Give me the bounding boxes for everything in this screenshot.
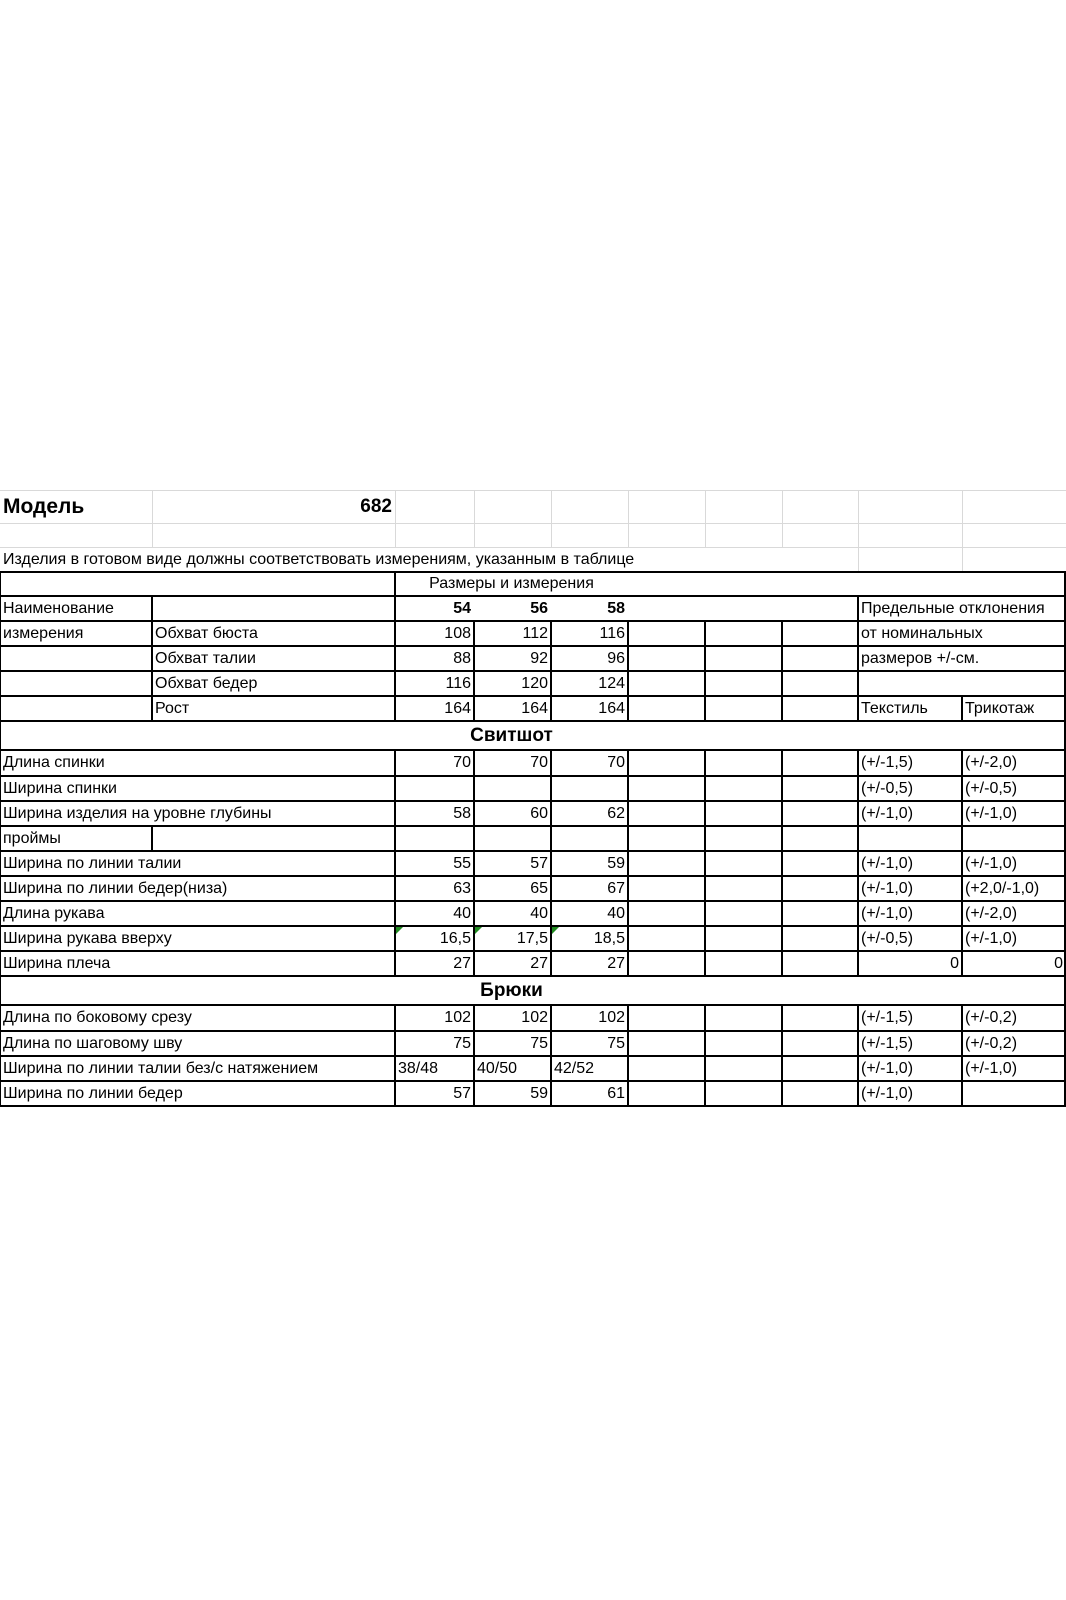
cell-border [704,1005,706,1031]
cell-border [781,621,783,646]
row-label: Длина по боковому срезу [3,1009,192,1026]
measurement-value: 164 [444,699,471,717]
row-value [474,776,551,801]
row-value: 59 [530,1084,548,1102]
row-label: Ширина по линии бедер [3,1084,183,1102]
error-indicator-icon [396,927,403,934]
row-value [474,826,551,851]
knit-tolerance [962,1081,1066,1106]
row-label: Длина рукава [3,904,105,922]
grid-line [705,490,706,547]
textile-tolerance: (+/-1,5) [861,1034,914,1052]
cell-border [704,901,706,926]
row-value: 38/48 [398,1059,439,1077]
row-value: 102 [444,1009,471,1026]
cell-border [704,876,706,901]
knit-tolerance [962,826,1066,851]
cell-border [781,901,783,926]
cell-border [704,696,706,721]
name-column-header: Наименование [3,599,114,617]
cell-border [704,1081,706,1106]
cell-border [704,621,706,646]
row-value: 60 [530,804,548,822]
cell-border [781,826,783,851]
row-label: Длина по шаговому шву [3,1034,183,1052]
cell-border [704,801,706,826]
cell-border [781,876,783,901]
grid-line [782,490,783,547]
cell-border [781,926,783,951]
textile-tolerance [858,826,962,851]
row-label: Ширина по линии талии без/с натяжением [3,1059,319,1077]
row-value: 70 [453,754,471,771]
tolerance-header-3: размеров +/-см. [861,649,980,667]
cell-border [704,926,706,951]
cell-border [781,951,783,976]
measurement-label: Обхват бюста [155,624,258,642]
row-value [395,776,474,801]
row-value: 75 [607,1034,625,1052]
row-value: 55 [453,854,471,872]
measurement-value: 88 [453,649,471,667]
sweatshirt-section-title: Свитшот [470,725,553,746]
size-header: 58 [607,599,625,617]
cell-border [704,646,706,671]
knit-tolerance: (+2,0/-1,0) [965,879,1040,897]
knit-tolerance: (+/-1,0) [965,1059,1018,1077]
textile-tolerance: (+/-0,5) [861,929,914,947]
row-value: 59 [607,854,625,872]
row-value: 65 [530,879,548,897]
textile-tolerance: (+/-1,0) [861,854,914,872]
measurement-value: 96 [607,649,625,667]
row-value: 70 [530,754,548,771]
row-value: 75 [530,1034,548,1052]
grid-line [474,490,475,547]
row-value [551,776,628,801]
row-value: 102 [598,1009,625,1026]
measurement-value: 164 [521,699,548,717]
knit-tolerance: (+/-2,0) [965,904,1018,922]
measurement-label: Рост [155,699,190,717]
cell-border [704,1031,706,1056]
knit-tolerance: 0 [1054,954,1063,972]
row-label: проймы [3,829,61,847]
textile-tolerance: (+/-1,0) [861,1084,914,1102]
cell-border [704,1056,706,1081]
measurement-value: 120 [521,674,548,692]
knit-header: Трикотаж [965,699,1035,717]
cell-border [781,696,783,721]
cell-border [781,1081,783,1106]
row-label: Ширина плеча [3,954,111,972]
tolerance-header-2: от номинальных [861,624,983,642]
row-value: 27 [530,954,548,972]
row-value: 57 [530,854,548,872]
model-number: 682 [360,496,392,517]
size-header: 56 [530,599,548,617]
measurement-value: 112 [522,624,548,642]
measurement-label: Обхват талии [155,649,256,667]
textile-header: Текстиль [861,699,928,717]
measurement-value: 92 [530,649,548,667]
row-value: 16,5 [439,929,471,947]
textile-tolerance: (+/-1,0) [861,1059,914,1077]
textile-tolerance: (+/-1,5) [861,1009,914,1026]
cell-border [704,671,706,696]
cell-border [781,1056,783,1081]
row-value: 58 [453,804,471,822]
cell-border [781,776,783,801]
measurement-value: 108 [444,624,471,642]
row-label: Ширина спинки [3,779,117,797]
textile-tolerance: (+/-1,0) [861,904,914,922]
model-label: Модель [3,495,85,518]
grid-line [628,490,629,547]
cell-border [781,851,783,876]
row-value: 27 [453,954,471,972]
measurement-label: Обхват бедер [155,674,258,692]
error-indicator-icon [552,927,559,934]
sizes-title: Размеры и измерения [429,575,594,592]
row-label: Ширина изделия на уровне глубины [3,804,272,822]
textile-tolerance: (+/-1,0) [861,879,914,897]
row-value: 63 [453,879,471,897]
knit-tolerance: (+/-2,0) [965,754,1018,771]
row-value: 57 [453,1084,471,1102]
row-value: 62 [607,804,625,822]
size-header: 54 [453,599,471,617]
textile-tolerance: (+/-1,5) [861,754,914,771]
cell-border [704,951,706,976]
knit-tolerance: (+/-1,0) [965,804,1018,822]
row-value: 18,5 [593,929,625,947]
row-value: 42/52 [554,1059,595,1077]
trousers-section-title: Брюки [480,980,543,1001]
cell-border [704,826,706,851]
knit-tolerance: (+/-0,5) [965,779,1018,797]
row-value: 70 [607,754,625,771]
row-value: 61 [607,1084,625,1102]
row-label: Ширина по линии талии [3,854,182,872]
cell-border [781,671,783,696]
row-value: 102 [521,1009,548,1026]
row-value: 40 [453,904,471,922]
cell-border [781,1031,783,1056]
knit-tolerance: (+/-1,0) [965,854,1018,872]
cell-border [704,776,706,801]
tolerance-header: Предельные отклонения [861,599,1045,617]
row-label: Ширина рукава вверху [3,929,172,947]
grid-line [858,490,859,547]
textile-tolerance: (+/-0,5) [861,779,914,797]
cell-border [704,851,706,876]
cell-border [704,750,706,776]
error-indicator-icon [475,927,482,934]
cell-border [781,646,783,671]
measurement-value: 116 [445,674,471,692]
textile-tolerance: (+/-1,0) [861,804,914,822]
grid-line [962,490,963,547]
grid-line [0,523,1066,524]
grid-line [551,490,552,547]
row-value: 40/50 [477,1059,518,1077]
row-value: 75 [453,1034,471,1052]
measurement-value: 124 [598,674,625,692]
notice-text: Изделия в готовом виде должны соответствовать измерениям, указанным в таблице [3,550,635,568]
measurement-value: 116 [599,624,625,642]
measurement-value: 164 [598,699,625,717]
knit-tolerance: (+/-0,2) [965,1034,1018,1052]
textile-tolerance: 0 [950,954,959,972]
row-value: 17,5 [516,929,548,947]
cell-border [857,671,859,696]
row-label: Длина спинки [3,754,105,771]
row-value: 27 [607,954,625,972]
knit-tolerance: (+/-1,0) [965,929,1018,947]
row-value [551,826,628,851]
row-value: 40 [530,904,548,922]
row-value [395,826,474,851]
cell-border [781,750,783,776]
row-label: Ширина по линии бедер(низа) [3,879,228,897]
row-value: 67 [607,879,625,897]
cell-border [781,801,783,826]
row-value: 40 [607,904,625,922]
spreadsheet [0,490,1066,1110]
cell-border [781,1005,783,1031]
name-column-header-2: измерения [3,624,84,642]
knit-tolerance: (+/-0,2) [965,1009,1018,1026]
grid-line [395,490,396,547]
